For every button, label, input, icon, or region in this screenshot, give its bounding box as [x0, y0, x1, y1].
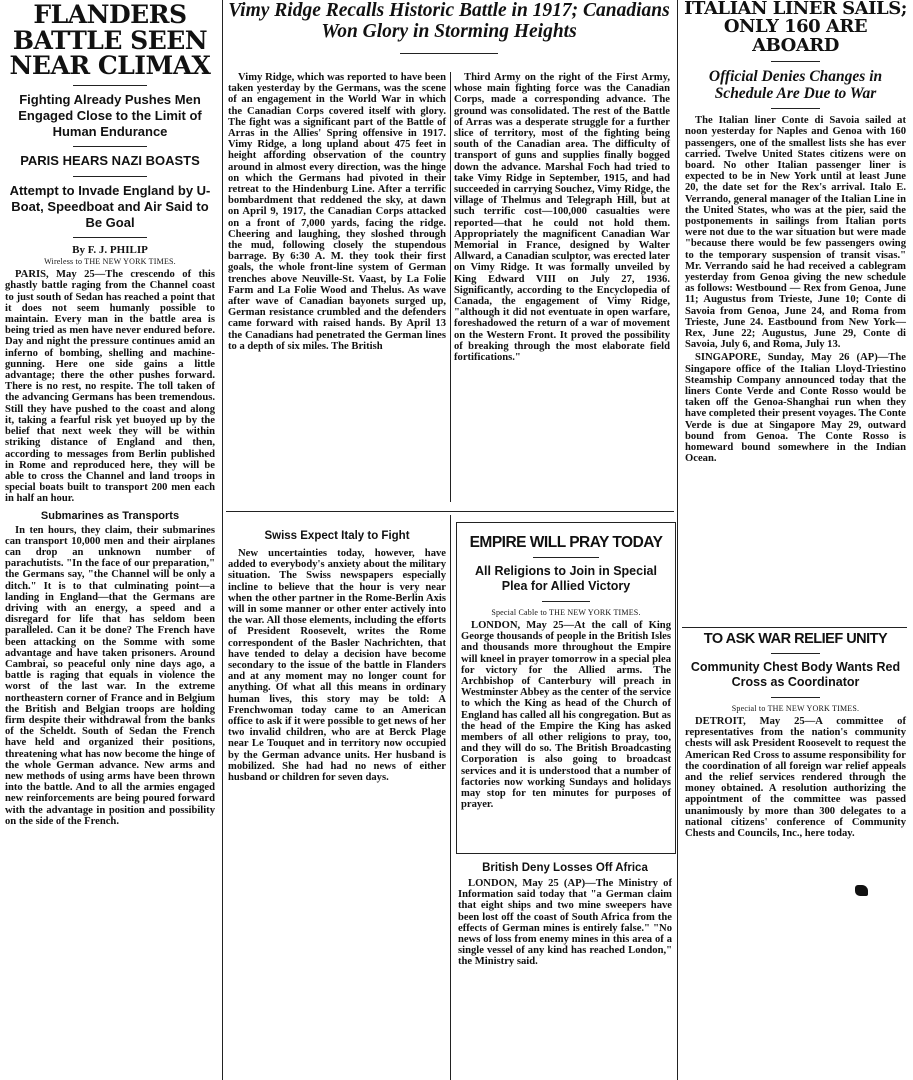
italian-body-1: The Italian liner Conte di Savoia sailed at noon yesterday for Naples and Genoa with 160 passengers, one of the smallest lists she has ever carried. Twelve United States citizens were on board. No other Italian passenger liner is expected to be in New York until at least June 20, the date set for the Rex's arrival. Italo E. Verrando, general manager of the Italian Line in the United States, who was at the pier, said the postponements in sailings from Italian ports were not due to the war situation but were made "because there would be few passengers owing to the temporary suspension of transit visas." Mr. Verrando said he had received a cablegram yesterday from Genoa giving the new schedule as follows: Westbound — Rex from Genoa, June 11; Augustus from Trieste, June 10; Conte di Savoia from Genoa, June 24, and Roma from Trieste, June 24. Eastbound from New York—Rex, June 22; Augustus, June 29, Conte di Savoia, July 6, and Roma, July 13. [685, 115, 906, 351]
divider [771, 697, 821, 698]
africa-article [458, 862, 672, 1072]
divider [542, 601, 590, 602]
column-rule [677, 0, 678, 1080]
africa-body: LONDON, May 25 (AP)—The Ministry of Information said today that "a German claim that eight ships and two mine sweepers have been lost off the coast of South Africa from the effects of German mines is entirely false." "No news of loss from enemy mines in this area of a single vessel of any kind has reached London," the Ministry said. [458, 878, 672, 968]
divider [73, 146, 146, 147]
column-rule [450, 515, 451, 1080]
divider [73, 176, 146, 177]
column-rule [222, 0, 223, 1080]
italian-headline: ITALIAN LINER SAILS; ONLY 160 ARE ABOARD [684, 0, 907, 56]
vimy-body-col2: Third Army on the right of the First Army, whose main fighting force was the Canadian Corps, made a corresponding advance. The ground was consolidated. The rest of the Battle of Arras was a desperate struggle for a further slice of territory, most of the fighting being south of the Canadian area. The difficulty of transport of guns and supplies finally bogged down the advance. Marshal Foch had tried to take Vimy Ridge in September, 1915, and had succeeded in carrying Souchez, Vimy Ridge, the village of Thelmus and Telegraph Hill, but at such terrific cost—100,000 casualties were reported—that he could not hold them. Appropriately the magnificent Canadian War Memorial in France, designed by Walter Allward, a Canadian sculptor, was erected later on Vimy Ridge. It was formally unveiled by King Edward VIII on July 27, 1936. Significantly, according to the Encyclopedia of Canada, the engagement of Vimy Ridge, "although it did not eventuate in open warfare, foreshadowed the return of a war of movement on the Western Front. It proved the possibility of breaking through the most elaborate field fortifications." [454, 72, 670, 364]
divider [73, 237, 146, 238]
flanders-subhead: Submarines as Transports [40, 509, 180, 522]
flanders-body-1: PARIS, May 25—The crescendo of this ghastly battle raging from the Channel coast to just south of Sedan has reached a point that it does not seem humanly possible to maintain. Every man in the battle area is being tried as men have never endured before. Day and night the pressure continues amid an inferno of bombing, shelling and machine-gunning. Here one side gains a little advantage; there the other pushes forward. There is no rest, no respite. The toll taken of the advancing Germans has been tremendous. Still they have pushed to the coast and along it, taking a fearful risk yet buoyed up by the belief that next week they will be within striking distance of England and then, according to messages from Berlin published in Rome and reproduced here, they will be able to cross the Channel and land troops in special boats built to transport 200 men each in half an hour. [5, 269, 215, 505]
swiss-headline: Swiss Expect Italy to Fight [264, 530, 410, 542]
divider [771, 108, 821, 109]
divider [400, 53, 498, 54]
column-rule [450, 72, 451, 502]
relief-body: DETROIT, May 25—A committee of representatives from the nation's community chests will ask President Roosevelt to request the American Red Cross to assume responsibility for the coordination of all foreign war relief appeals and the relief services rendered through the money obtained. A resolution authorizing the appointment of the committee was passed unanimously by more than 300 delegates to a national citizens' conference of Community Chests and Councils, Inc., here today. [685, 716, 906, 840]
empire-credit: Special Cable to THE NEW YORK TIMES. [491, 608, 641, 618]
flanders-byline: By F. J. PHILIP [72, 244, 148, 257]
vimy-headline: Vimy Ridge Recalls Historic Battle in 1917; Canadians Won Glory in Storming Heights [228, 0, 670, 43]
swiss-article [228, 530, 446, 880]
flanders-headline: FLANDERS BATTLE SEEN NEAR CLIMAX [9, 0, 211, 80]
empire-deck: All Religions to Join in Special Plea for Allied Victory [475, 563, 657, 594]
flanders-deck-1: Fighting Already Pushes Men Engaged Close to the Limit of Human Endurance [18, 91, 202, 139]
section-rule [682, 627, 907, 628]
flanders-article [2, 0, 218, 1080]
ink-blot [855, 885, 868, 896]
vimy-article [226, 0, 672, 505]
relief-headline: TO ASK WAR RELIEF UNITY [703, 632, 888, 647]
italian-body-2: SINGAPORE, Sunday, May 26 (AP)—The Singapore office of the Italian Lloyd-Triestino Steamship Company announced today that the liners Conte Verde and Conte Rosso would be taken off the Genoa-Shanghai run when they have completed their present voyages. The Conte Verde is due at Singapore May 29, outward bound from Genoa. The Conte Rosso is homeward bound somewhere in the Indian Ocean. [685, 352, 906, 465]
italian-deck: Official Denies Changes in Schedule Are Due to War [708, 68, 883, 103]
empire-body: LONDON, May 25—At the call of King George thousands of people in the British Isles and thousands more throughout the Empire will kneel in prayer tomorrow in a special plea for victory for the Allied arms. The Archbishop of Canterbury will preach in Westminster Abbey as the center of the service to which the King as head of the Church of England has called all his congregation. But as the head of the Empire the King has asked members of all other religions to pray, too, and they will do so. The British Broadcasting Corporation is also going to broadcast services and it is understood that a number of factories now working Sundays and holidays may stop for ten minutes for purposes of prayer. [461, 620, 671, 811]
empire-box [456, 522, 676, 854]
relief-credit: Special to THE NEW YORK TIMES. [731, 704, 860, 714]
flanders-credit: Wireless to THE NEW YORK TIMES. [44, 257, 176, 267]
divider [771, 653, 821, 654]
flanders-deck-3: Attempt to Invade England by U-Boat, Speedboat and Air Said to Be Goal [9, 182, 211, 230]
divider [533, 557, 598, 558]
section-rule [226, 511, 674, 512]
swiss-body: New uncertainties today, however, have added to everybody's anxiety about the military situation. The Swiss newspapers especially incline to believe that the hour is very near when the other partner in the Rome-Berlin Axis will in some manner or other enter actively into the war. All those elements, including the efforts of President Roosevelt, writes the Rome correspondent of the Basler Nachrichten, that have tended to delay a decision have become secondary to the issue of the battle in Flanders and at any moment may no longer count for anything. Of what all this means in ordinary human lives, this story may be told: A Frenchwoman today came to an American office to ask if it were possible to get news of her two invalid children, who are at Berck Plage near Le Touquet and in territory now occupied by the German advance units. Her husband is mobilized. She had had no news of either husband or children for seven days. [228, 548, 446, 784]
africa-headline: British Deny Losses Off Africa [482, 862, 648, 874]
flanders-deck-2: PARIS HEARS NAZI BOASTS [20, 153, 200, 169]
divider [771, 61, 821, 62]
divider [73, 85, 146, 86]
vimy-body-col1: Vimy Ridge, which was reported to have been taken yesterday by the Germans, was the scene of an engagement in the World War in which the Canadian Corps covered itself with glory. The fight was a significant part of the Battle of Arras in the Allies' Spring offensive in 1917. Vimy Ridge, a long upland about 475 feet in height affording observation of the country around in almost every direction, was the hinge on which the Germans had pivoted in their retreat to the Hindenburg Line. After a terrific bombardment that reddened the sky, at dawn on April 9, 1917, the Canadian Corps attacked on a front of 7,000 yards, facing the ridge. Cheering and laughing, they sloshed through the mud, following closely the stupendous barrage. By 6:30 A. M. they took their first goals, the whole front-line system of German trenches above Neuville-St. Vaast, by La Folie Farm and La Folie Wood and Thelus. As wave after wave of Canadian bayonets surged up, German resistance crumbled and the defenders came forward with raised hands. By April 13 the Canadians had penetrated the German lines to a depth of six miles. The British [228, 72, 446, 352]
italian-article [682, 0, 909, 625]
relief-article [682, 632, 909, 887]
relief-deck: Community Chest Body Wants Red Cross as Coordinator [690, 659, 901, 690]
flanders-body-2: In ten hours, they claim, their submarines can transport 10,000 men and their airplanes can drop an unknown number of parachutists. "In the face of our preparation," the Germans say, "the Channel will be only a ditch." It is to that culminating point—a landing in England—that the Germans are driving with an energy, a speed and a disregard for life that has seldom been paralleled. Can it be done? The French have been attacking on the Somme with some advantage and have taken prisoners. Around Cambrai, so peaceful only nine days ago, a battle is raging that equals in violence the worst of the last war. In the extreme northeastern corner of France and in Belgium the British and Belgian troops are holding firm despite their withdrawal from the banks of the Scheldt. South of Sedan the French have held and organized their positions, threatening what has now become the hinge of the whole German advance. New arms and new methods of using arms have been thrown into the battle. And to all the armies engaged new reinforcements are being poured forward with the advantage in position and possibility on the side of the French. [5, 524, 215, 827]
empire-headline: EMPIRE WILL PRAY TODAY [469, 534, 663, 551]
